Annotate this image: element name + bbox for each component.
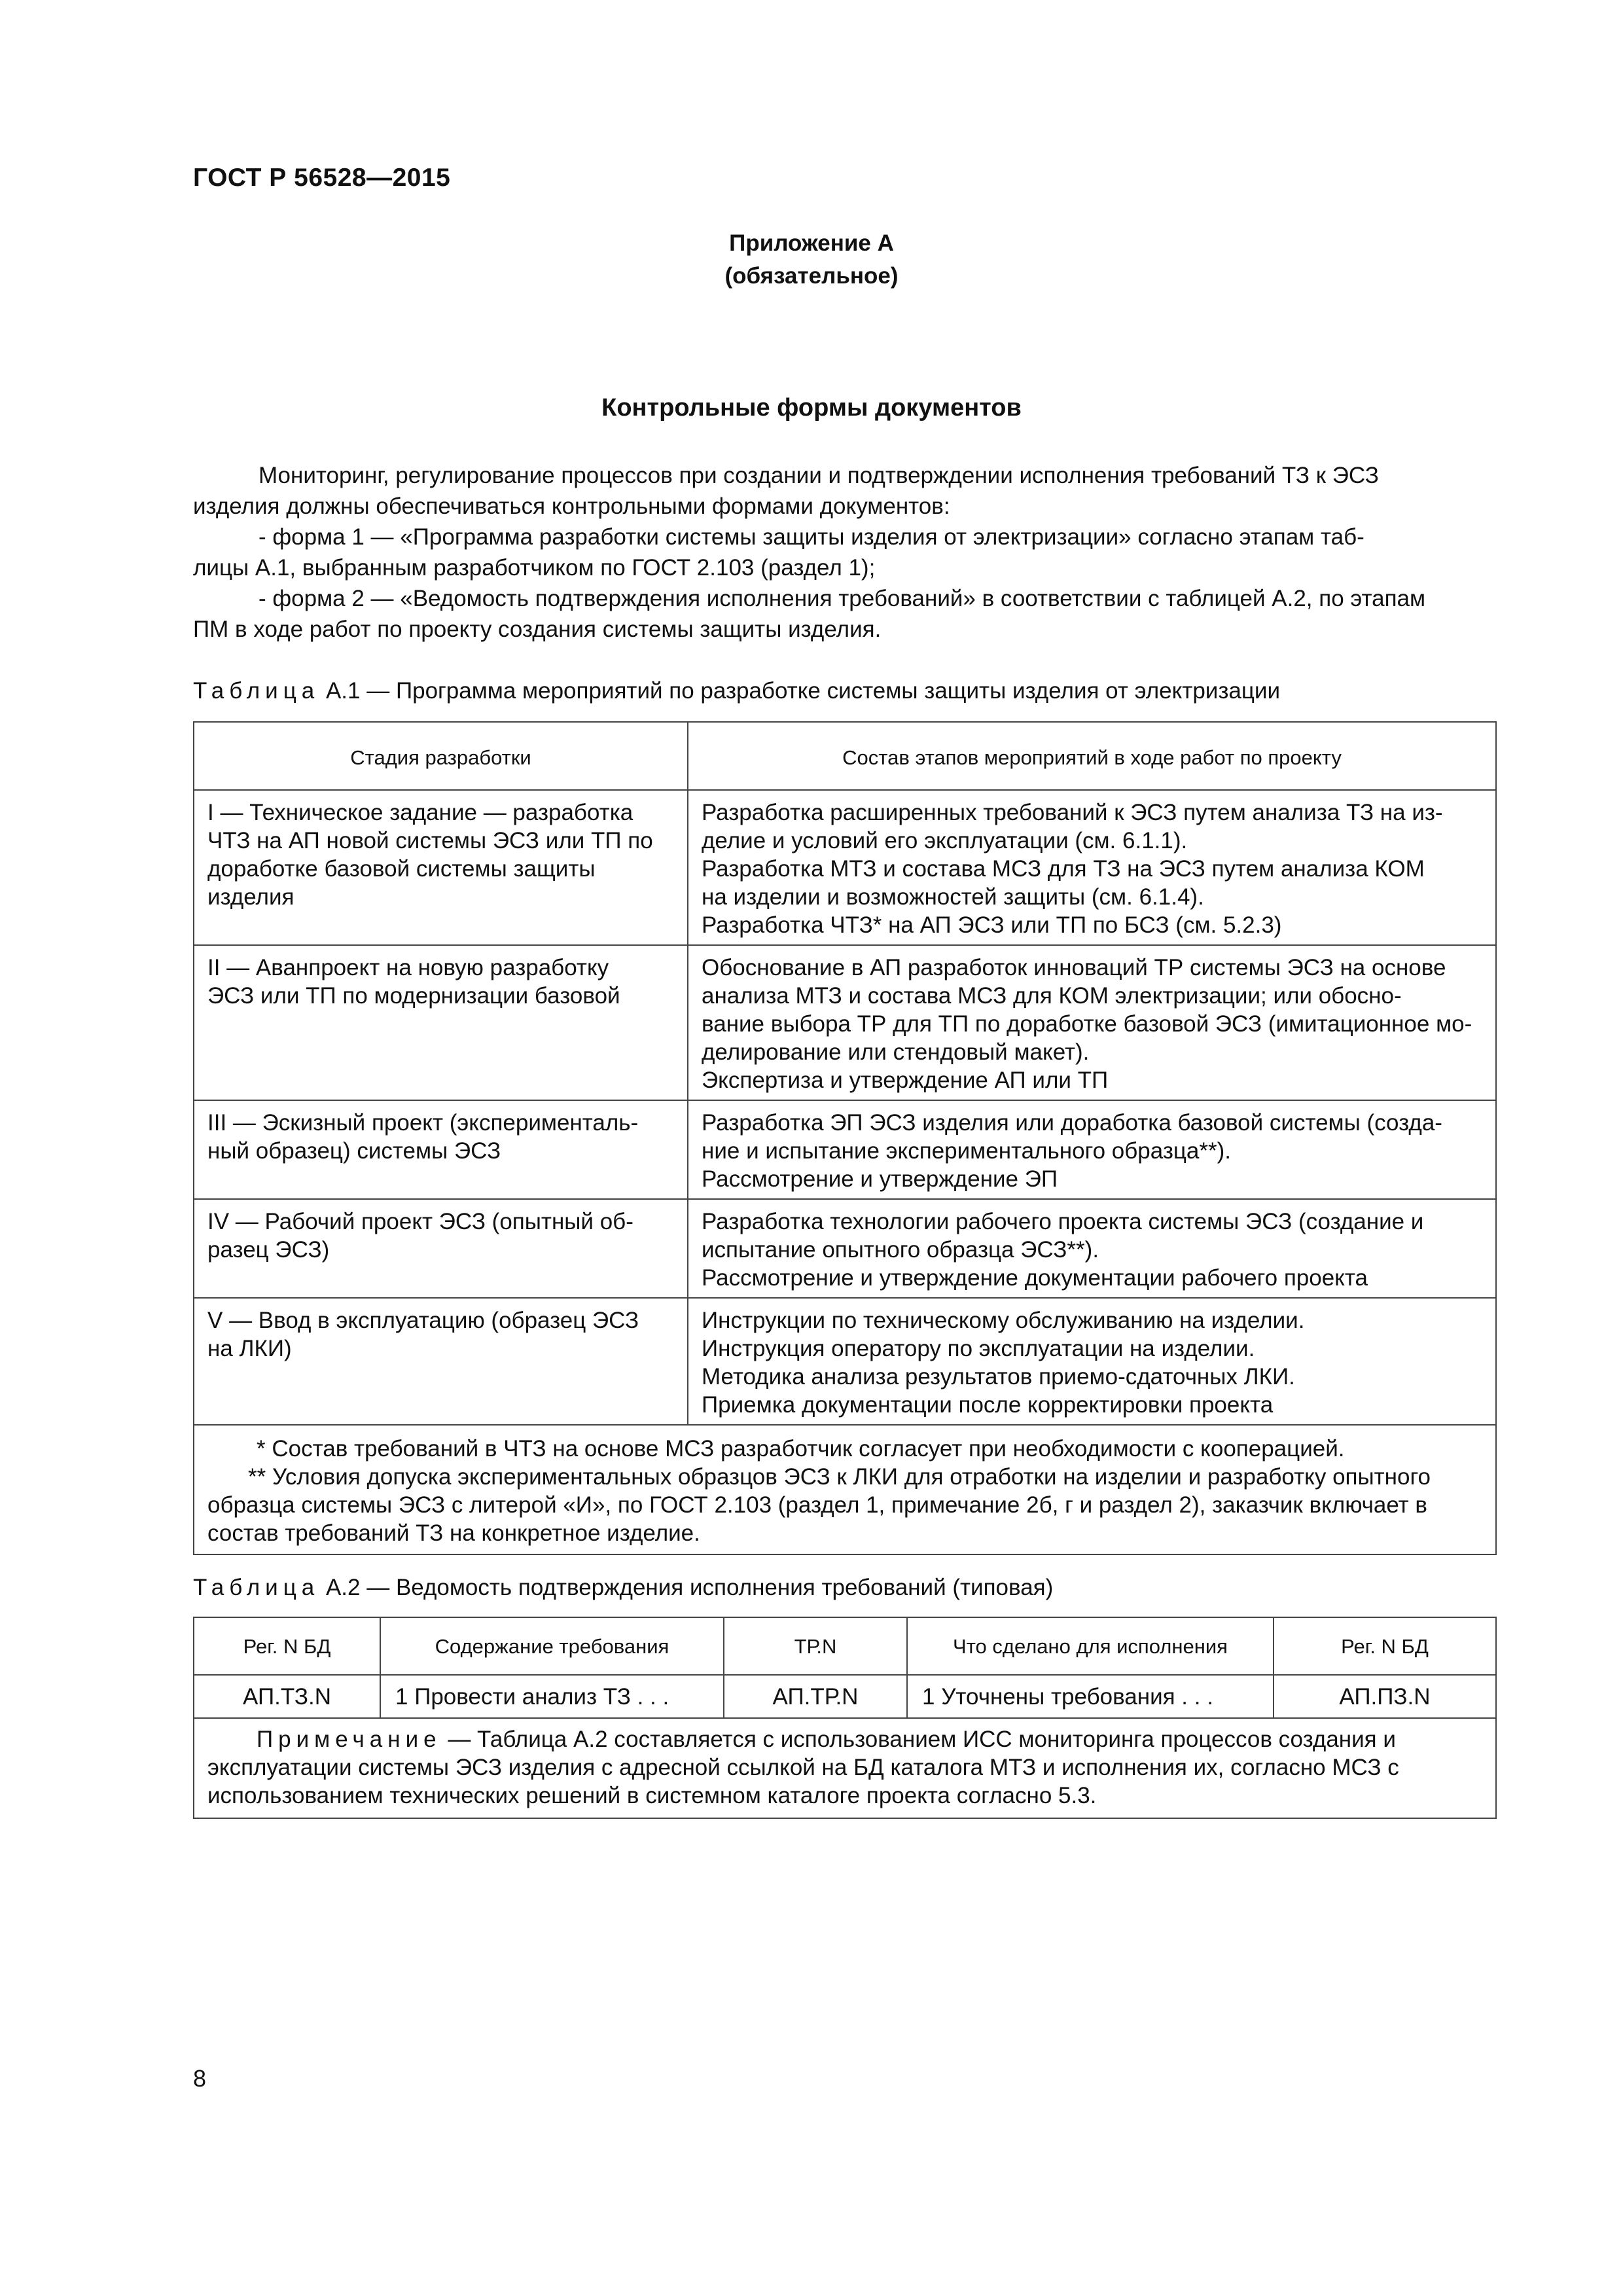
cell-line: Рассмотрение и утверждение документации рабочего проекта	[702, 1265, 1368, 1291]
table-row	[194, 1199, 1496, 1298]
standard-designation: ГОСТ Р 56528—2015	[193, 164, 451, 192]
content-cell	[688, 1199, 1496, 1298]
content-cell	[688, 1298, 1496, 1425]
cell-line: Разработка технологии рабочего проекта системы ЭСЗ (создание и	[702, 1209, 1424, 1234]
note-line: использованием технических решений в системном каталоге проекта согласно 5.3.	[207, 1783, 1097, 1808]
cell-line: Разработка расширенных требований к ЭСЗ путем анализа ТЗ на из-	[702, 800, 1443, 825]
table2-header-reg2: Рег. N БД	[1274, 1617, 1496, 1675]
table2-caption-word: Таблица	[193, 1575, 320, 1600]
stage-cell	[194, 1199, 688, 1298]
table-a2	[193, 1617, 1497, 1819]
cell-line: Разработка ЧТЗ* на АП ЭСЗ или ТП по БСЗ (см. 5.2.3)	[702, 912, 1282, 938]
cell-line: ный образец) системы ЭСЗ	[207, 1138, 501, 1164]
footnote-line: ** Условия допуска экспериментальных образцов ЭСЗ к ЛКИ для отработки на изделии и разработку опытного	[248, 1464, 1431, 1490]
table2-note	[194, 1718, 1496, 1818]
intro-line: изделия должны обеспечиваться контрольными формами документов:	[193, 493, 950, 519]
cell-line: изделия	[207, 884, 294, 910]
footnote-line: * Состав требований в ЧТЗ на основе МСЗ разработчик согласует при необходимости с кооперацией.	[257, 1436, 1345, 1462]
cell-line: ЭСЗ или ТП по модернизации базовой	[207, 983, 620, 1009]
cell-line: Методика анализа результатов приемо-сдаточных ЛКИ.	[702, 1364, 1295, 1390]
content-cell	[688, 945, 1496, 1100]
intro-line: ПМ в ходе работ по проекту создания системы защиты изделия.	[193, 617, 882, 642]
cell-line: разец ЭСЗ)	[207, 1237, 330, 1263]
cell-line: Экспертиза и утверждение АП или ТП	[702, 1067, 1109, 1093]
cell-line: Приемка документации после корректировки проекта	[702, 1392, 1274, 1418]
table2-caption-text: А.2 — Ведомость подтверждения исполнения требований (типовая)	[319, 1575, 1054, 1600]
table-row	[194, 790, 1496, 945]
cell-line: делирование или стендовый макет).	[702, 1039, 1090, 1065]
cell-line: Инструкция оператору по эксплуатации на изделии.	[702, 1336, 1255, 1361]
table1-notes-row	[194, 1425, 1496, 1554]
table1-header-stage: Стадия разработки	[194, 722, 688, 790]
cell-line: IV — Рабочий проект ЭСЗ (опытный об-	[207, 1209, 633, 1234]
cell-line: на ЛКИ)	[207, 1336, 292, 1361]
note-text: — Таблица А.2 составляется с использованием ИСС мониторинга процессов создания и	[441, 1727, 1396, 1752]
table2-note-row	[194, 1718, 1496, 1818]
table2-header-reg: Рег. N БД	[194, 1617, 380, 1675]
table1-header-content: Состав этапов мероприятий в ходе работ по проекту	[688, 722, 1496, 790]
cell-line: III — Эскизный проект (эксперименталь-	[207, 1110, 639, 1136]
note-line	[207, 1725, 1482, 1753]
intro-line: - форма 2 — «Ведомость подтверждения исполнения требований» в соответствии с таблицей А.2, по этапам	[259, 586, 1426, 611]
table2-cell: АП.ТР.N	[724, 1675, 907, 1718]
appendix-status: (обязательное)	[724, 263, 899, 289]
cell-line: Разработка МТЗ и состава МСЗ для ТЗ на ЭСЗ путем анализа КОМ	[702, 856, 1425, 882]
section-title: Контрольные формы документов	[601, 394, 1022, 422]
cell-line: Разработка ЭП ЭСЗ изделия или доработка базовой системы (созда-	[702, 1110, 1442, 1136]
footnote-line: образца системы ЭСЗ с литерой «И», по ГОСТ 2.103 (раздел 1, примечание 2б, г и раздел 2), заказчик включает в	[207, 1492, 1428, 1518]
note-word: Примечание	[257, 1727, 442, 1752]
cell-line: на изделии и возможностей защиты (см. 6.1.4).	[702, 884, 1204, 910]
table2-cell: АП.ТЗ.N	[194, 1675, 380, 1718]
cell-line: анализа МТЗ и состава МСЗ для КОМ электризации; или обосно-	[702, 983, 1402, 1009]
stage-cell	[194, 1100, 688, 1199]
cell-line: Инструкции по техническому обслуживанию на изделии.	[702, 1308, 1305, 1333]
cell-line: II — Аванпроект на новую разработку	[207, 955, 609, 980]
table-row	[194, 1100, 1496, 1199]
intro-text	[193, 460, 1492, 645]
cell-line: вание выбора ТР для ТП по доработке базовой ЭСЗ (имитационное мо-	[702, 1011, 1472, 1037]
cell-line: Рассмотрение и утверждение ЭП	[702, 1166, 1058, 1192]
table2-cell: 1 Уточнены требования . . .	[907, 1675, 1274, 1718]
table2-header-requirement: Содержание требования	[380, 1617, 724, 1675]
cell-line: Обоснование в АП разработок инноваций ТР системы ЭСЗ на основе	[702, 955, 1446, 980]
table-row	[194, 1675, 1496, 1718]
cell-line: делие и условий его эксплуатации (см. 6.1.1).	[702, 828, 1188, 853]
stage-cell	[194, 945, 688, 1100]
table2-cell: АП.ПЗ.N	[1274, 1675, 1496, 1718]
appendix-title: Приложение А	[729, 230, 894, 256]
footnote-line: состав требований ТЗ на конкретное изделие.	[207, 1520, 700, 1546]
page-number: 8	[193, 2065, 207, 2092]
table2-header-tr: ТР.N	[724, 1617, 907, 1675]
table2-header-done: Что сделано для исполнения	[907, 1617, 1274, 1675]
content-cell	[688, 790, 1496, 945]
cell-line: ЧТЗ на АП новой системы ЭСЗ или ТП по	[207, 828, 653, 853]
table1-caption-text: А.1 — Программа мероприятий по разработке системы защиты изделия от электризации	[319, 678, 1281, 704]
note-line: эксплуатации системы ЭСЗ изделия с адресной ссылкой на БД каталога МТЗ и исполнения их, согласно МСЗ с	[207, 1755, 1399, 1780]
content-cell	[688, 1100, 1496, 1199]
table-row	[194, 1298, 1496, 1425]
intro-line: Мониторинг, регулирование процессов при создании и подтверждении исполнения требований ТЗ к ЭСЗ	[259, 463, 1379, 488]
stage-cell	[194, 1298, 688, 1425]
cell-line: I — Техническое задание — разработка	[207, 800, 633, 825]
table1-notes	[194, 1425, 1496, 1554]
stage-cell	[194, 790, 688, 945]
table-row	[194, 945, 1496, 1100]
cell-line: испытание опытного образца ЭСЗ**).	[702, 1237, 1099, 1263]
cell-line: V — Ввод в эксплуатацию (образец ЭСЗ	[207, 1308, 639, 1333]
cell-line: ние и испытание экспериментального образца**).	[702, 1138, 1231, 1164]
cell-line: доработке базовой системы защиты	[207, 856, 596, 882]
table1-caption	[193, 678, 1280, 704]
table-a1	[193, 721, 1497, 1555]
table1-caption-word: Таблица	[193, 678, 320, 704]
intro-line: - форма 1 — «Программа разработки системы защиты изделия от электризации» согласно этапам таб-	[259, 524, 1364, 550]
table2-caption	[193, 1575, 1053, 1601]
table2-cell: 1 Провести анализ ТЗ . . .	[380, 1675, 724, 1718]
intro-line: лицы А.1, выбранным разработчиком по ГОСТ 2.103 (раздел 1);	[193, 555, 876, 581]
